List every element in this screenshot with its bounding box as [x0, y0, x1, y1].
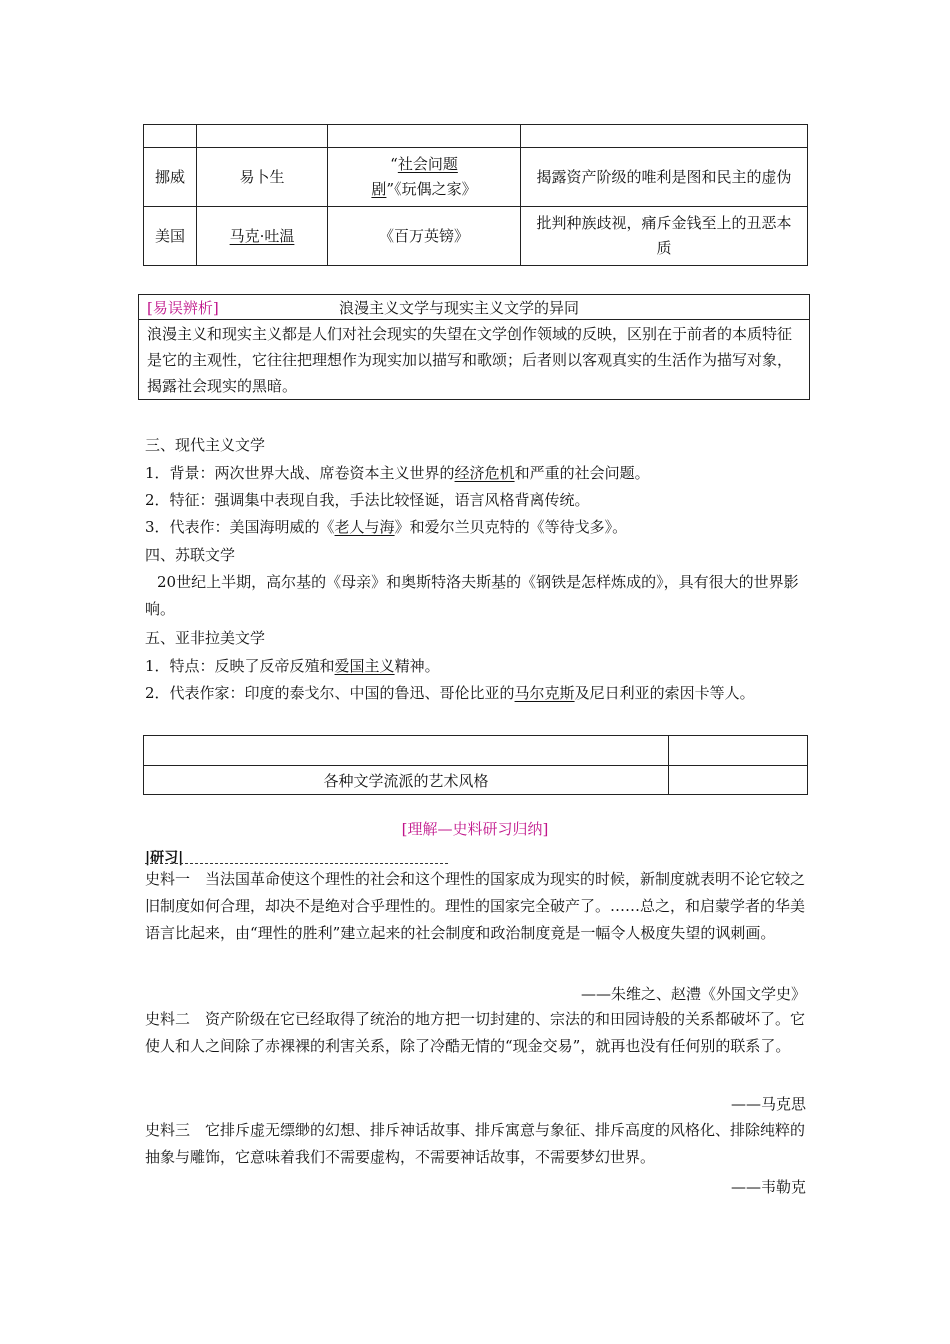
country-cell: 挪威: [144, 148, 197, 207]
table-row: [144, 766, 808, 795]
asia-item-1: 1．特点：反映了反帝反殖和爱国主义精神。: [145, 657, 440, 675]
section-heading-modern: 三、现代主义文学: [145, 436, 266, 454]
underlined-answer: 爱国主义: [334, 657, 395, 675]
section-heading-soviet: 四、苏联文学: [145, 546, 236, 564]
source-3: 史料三 它排斥虚无缥缈的幻想、排斥神话故事、排斥寓意与象征、排斥高度的风格化、排除纯粹的抽象与雕饰，它意味着我们不需要虚构，不需要神话故事，不需要梦幻世界。: [145, 1121, 806, 1166]
dashed-divider: [145, 863, 448, 864]
table-row: [144, 125, 808, 148]
modern-item-3: 3．代表作：美国海明威的《老人与海》和爱尔兰贝克特的《等待戈多》。: [145, 518, 628, 536]
source-1-citation: ——朱维之、赵澧《外国文学史》: [580, 985, 806, 1003]
tip-tag: [易误辨析]: [147, 299, 219, 317]
theme-cell: 揭露资产阶级的唯利是图和民主的虚伪: [521, 148, 808, 207]
theme-cell: 批判种族歧视，痛斥金钱至上的丑恶本质: [521, 207, 808, 266]
source-3-citation: ——韦勒克: [730, 1178, 806, 1196]
section-heading-asia: 五、亚非拉美文学: [145, 629, 266, 647]
work-cell: 《百万英镑》: [328, 207, 521, 266]
underlined-answer: 老人与海: [334, 518, 395, 536]
table-row: [144, 207, 808, 266]
literature-table: [143, 124, 808, 266]
underlined-answer: 经济危机: [454, 464, 515, 482]
table-row: [144, 736, 808, 766]
art-style-table: [143, 735, 808, 795]
style-label-cell: 各种文学流派的艺术风格: [144, 766, 669, 795]
source-1: 史料一 当法国革命使这个理性的社会和这个理性的国家成为现实的时候，新制度就表明不论它较之旧制度如何合理，却决不是绝对合乎理性的。理性的国家完全破产了。……总之，和启蒙学者的华美语言比起来，由“理性的胜利”建立起来的社会制度和政治制度竟是一幅令人极度失望的讽刺画。: [145, 870, 806, 942]
soviet-body: 20世纪上半期，高尔基的《母亲》和奥斯特洛夫斯基的《钢铁是怎样炼成的》，具有很大的世界影响。: [145, 573, 799, 618]
modern-item-2: 2．特征：强调集中表现自我，手法比较怪诞，语言风格背离传统。: [145, 491, 590, 509]
underlined-answer: 马克·吐温: [229, 226, 295, 245]
source-2-citation: ——马克思: [730, 1095, 806, 1113]
underlined-answer: 马尔克斯: [514, 684, 575, 702]
underlined-answer: 社会问题剧: [371, 155, 458, 198]
study-label: |研习|: [145, 850, 184, 866]
author-cell: [197, 207, 328, 266]
country-cell: 美国: [144, 207, 197, 266]
tip-body: 浪漫主义和现实主义都是人们对社会现实的失望在文学创作领域的反映，区别在于前者的本质特征是它的主观性，它往往把理想作为现实加以描写和歌颂；后者则以客观真实的生活作为描写对象，揭露社会现实的黑暗。: [147, 325, 793, 395]
table-row: [144, 148, 808, 207]
modern-item-1: 1．背景：两次世界大战、席卷资本主义世界的经济危机和严重的社会问题。: [145, 464, 650, 482]
author-cell: 易卜生: [197, 148, 328, 207]
source-2: 史料二 资产阶级在它已经取得了统治的地方把一切封建的、宗法的和田园诗般的关系都破坏了。它使人和人之间除了赤裸裸的利害关系，除了冷酷无情的“现金交易”，就再也没有任何别的联系了。: [145, 1010, 806, 1055]
work-cell: “社会问题剧”《玩偶之家》: [328, 148, 521, 207]
section-heading-study: [理解—史料研习归纳]: [401, 820, 549, 838]
asia-item-2: 2．代表作家：印度的泰戈尔、中国的鲁迅、哥伦比亚的马尔克斯及尼日利亚的索因卡等人。: [145, 684, 755, 702]
tip-title: 浪漫主义文学与现实主义文学的异同: [339, 299, 580, 317]
tip-box: [138, 294, 810, 400]
divider: [139, 319, 809, 320]
